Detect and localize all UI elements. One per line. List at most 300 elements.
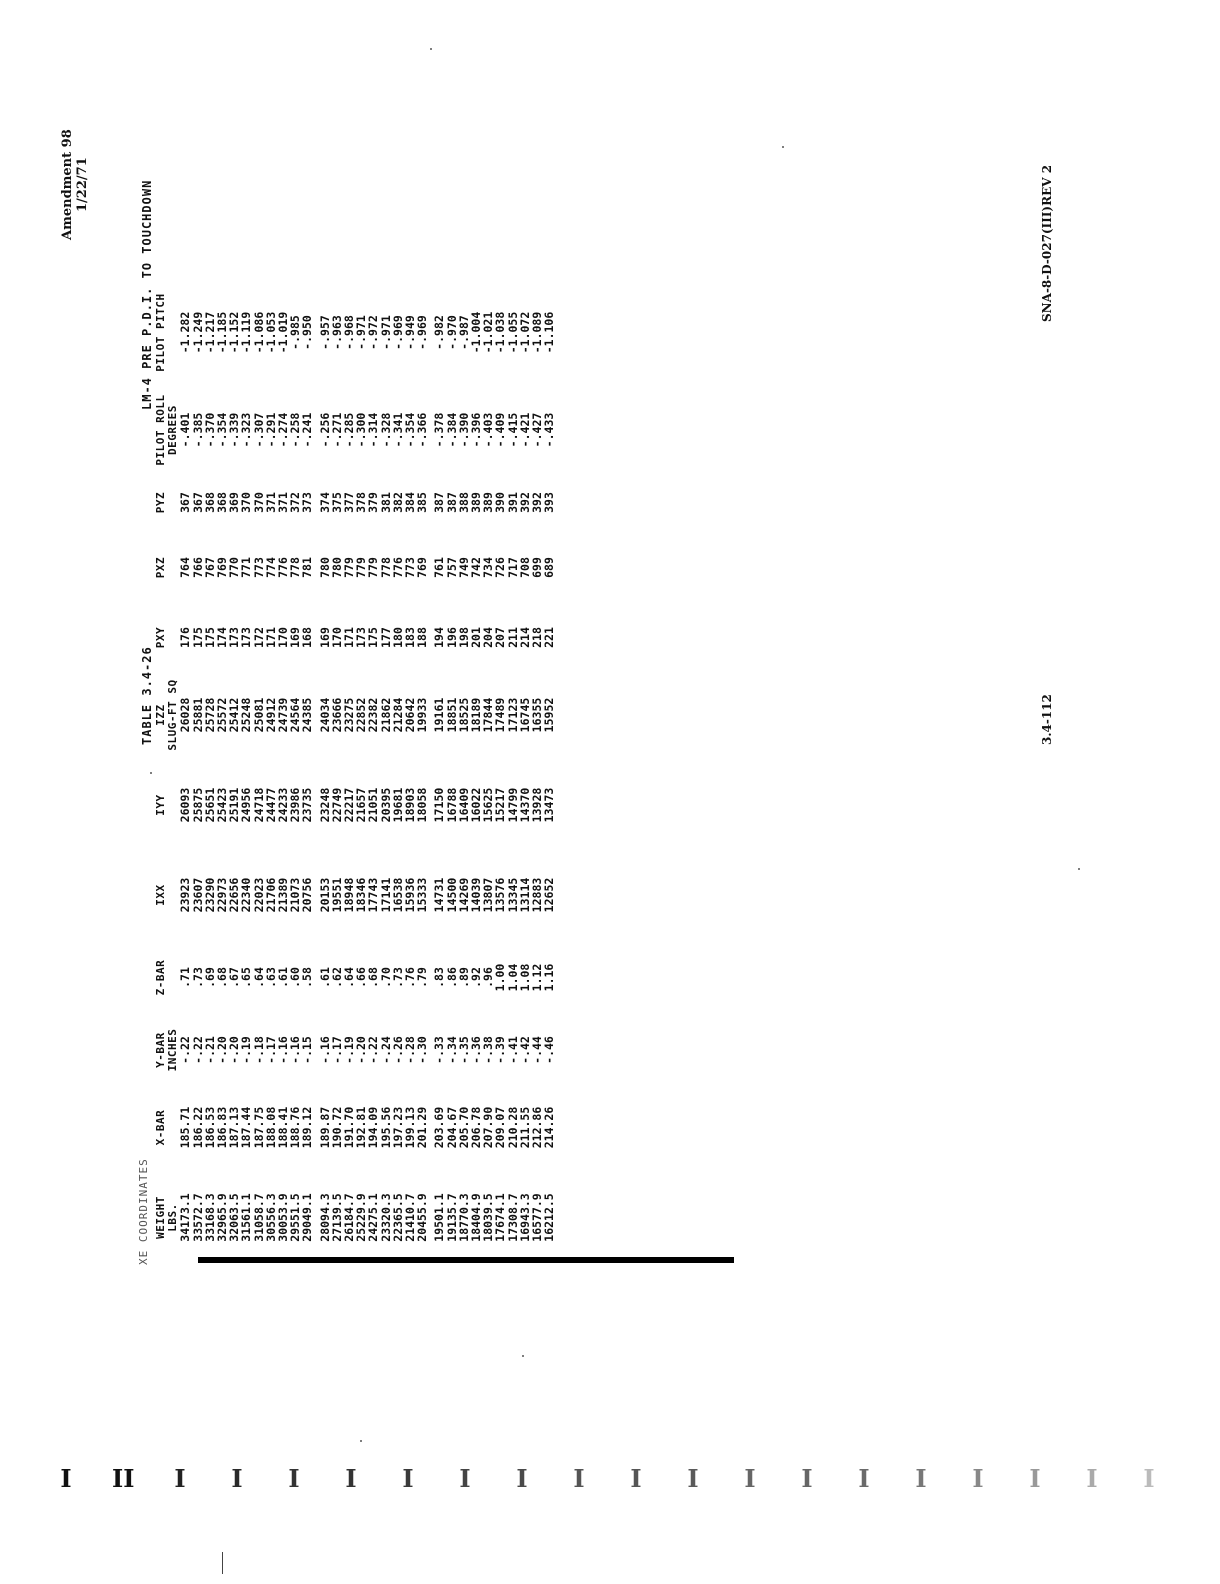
cell-pyz: 368 [202,492,217,513]
cell-pxy: 177 [378,627,393,648]
cell-iyy: 24718 [251,787,266,823]
cell-pilot-pitch: -.957 [317,315,332,350]
cell-pxy: 198 [456,627,471,648]
cell-x-bar: 186.22 [190,1106,205,1149]
cell-izz: 18851 [444,697,459,733]
page-number: 3.4-112 [1040,694,1054,745]
cell-ixx: 22656 [227,877,242,913]
cell-pilot-pitch: -.963 [329,315,344,350]
cell-pxy: 168 [300,627,315,648]
table-row [319,280,331,1265]
cell-x-bar: 206.78 [469,1106,484,1149]
cell-z-bar: .79 [415,967,430,988]
cell-pxy: 170 [276,627,291,648]
cell-pilot-pitch: -1.217 [202,311,217,354]
cell-izz: 18525 [456,697,471,733]
cell-ixx: 17141 [378,877,393,913]
cell-pilot-roll: -.415 [505,412,520,448]
cell-pxz: 734 [481,557,496,578]
cell-pxy: 173 [354,627,369,648]
index-tab: I [402,1464,414,1493]
cell-ixx: 23923 [178,877,193,913]
cell-x-bar: 205.70 [456,1106,471,1149]
cell-iyy: 16022 [469,787,484,823]
cell-pyz: 370 [239,492,254,513]
cell-pilot-roll: -.366 [415,412,430,448]
cell-pxy: 175 [190,627,205,648]
cell-ixx: 17743 [366,877,381,913]
cell-pxy: 175 [202,627,217,648]
cell-pxz: 769 [415,557,430,578]
cell-iyy: 23735 [300,787,315,823]
cell-izz: 16355 [530,697,545,733]
cell-pilot-pitch: -.985 [288,315,303,350]
cell-pxz: 726 [493,557,508,578]
cell-z-bar: .92 [469,967,484,988]
cell-pxz: 771 [239,557,254,578]
cell-pyz: 369 [227,492,242,513]
edge-tick-mark [222,1552,223,1574]
table-row [192,280,204,1265]
unit-weight: LBS. [166,1203,180,1232]
cell-z-bar: .66 [354,967,369,988]
cell-izz: 23666 [329,697,344,733]
index-tab: I [630,1464,642,1493]
cell-izz: 21284 [390,697,405,733]
index-tab: I [459,1464,471,1493]
cell-pilot-roll: -.378 [432,412,447,448]
cell-pilot-roll: -.385 [190,412,205,448]
speck [150,772,152,774]
cell-pyz: 371 [276,492,291,513]
col-pxy: PXY [154,626,167,649]
table-row [543,280,555,1265]
cell-pilot-pitch: -1.152 [227,311,242,354]
cell-ixx: 14731 [432,877,447,913]
cell-pyz: 379 [366,492,381,513]
cell-weight: 16943.3 [517,1193,532,1242]
cell-izz: 21862 [378,697,393,733]
cell-x-bar: 190.72 [329,1106,344,1149]
cell-pxz: 770 [227,557,242,578]
cell-pilot-roll: -.421 [517,412,532,448]
cell-ixx: 22023 [251,877,266,913]
cell-z-bar: .76 [403,967,418,988]
cell-x-bar: 188.76 [288,1106,303,1149]
cell-pxz: 717 [505,557,520,578]
cell-y-bar: -.36 [469,1036,484,1064]
cell-izz: 24912 [263,697,278,733]
table-condition: LM-4 PRE P.D.I. TO TOUCHDOWN [140,179,154,410]
cell-izz: 23275 [342,697,357,733]
cell-pyz: 371 [263,492,278,513]
col-ixx: IXX [154,884,167,906]
cell-weight: 23320.3 [378,1193,393,1242]
cell-pilot-roll: -.241 [300,412,315,448]
cell-iyy: 26093 [178,787,193,823]
cell-y-bar: -.17 [329,1036,344,1064]
cell-pxz: 769 [215,557,230,578]
cell-pilot-pitch: -1.053 [263,311,278,354]
cell-pilot-pitch: -1.282 [178,311,193,354]
cell-iyy: 25423 [215,787,230,823]
index-tab-strip [0,1463,1220,1513]
cell-pxz: 767 [202,557,217,578]
index-tab: I [744,1464,756,1493]
cell-pxz: 778 [378,557,393,578]
cell-pilot-pitch: -1.119 [239,311,254,354]
cell-x-bar: 204.67 [444,1106,459,1149]
cell-pxz: 778 [288,557,303,578]
cell-x-bar: 214.26 [542,1106,557,1149]
cell-pilot-pitch: -.987 [456,315,471,350]
cell-z-bar: .69 [202,967,217,988]
cell-pilot-roll: -.341 [390,412,405,448]
cell-ixx: 21389 [276,877,291,913]
cell-y-bar: -.35 [456,1036,471,1064]
document-id: SNA-8-D-027(III)REV 2 [1040,164,1054,322]
cell-x-bar: 187.13 [227,1106,242,1149]
cell-weight: 17674.1 [493,1193,508,1242]
cell-y-bar: -.44 [530,1036,545,1064]
cell-pilot-pitch: -.969 [415,315,430,350]
amendment-header [60,129,90,240]
cell-izz: 20642 [403,697,418,733]
cell-weight: 34173.1 [178,1193,193,1242]
cell-pilot-pitch: -1.249 [190,311,205,354]
cell-izz: 24564 [288,697,303,733]
revision-change-bar [198,1257,734,1263]
cell-izz: 24385 [300,697,315,733]
cell-x-bar: 189.87 [317,1106,332,1149]
cell-pyz: 374 [317,492,332,513]
cell-izz: 25881 [190,697,205,733]
cell-pxz: 773 [403,557,418,578]
table-title: TABLE 3.4-26 [140,646,154,745]
cell-weight: 18770.3 [456,1193,471,1242]
cell-iyy: 20395 [378,787,393,823]
cell-z-bar: .60 [288,967,303,988]
cell-pilot-roll: -.339 [227,412,242,448]
cell-pxy: 171 [342,627,357,648]
cell-ixx: 12883 [530,877,545,913]
cell-ixx: 22340 [239,877,254,913]
cell-pilot-pitch: -1.021 [481,311,496,354]
cell-pxz: 761 [432,557,447,578]
speck [360,1440,362,1442]
cell-z-bar: .68 [215,967,230,988]
cell-ixx: 18948 [342,877,357,913]
cell-x-bar: 187.44 [239,1106,254,1149]
cell-pilot-roll: -.323 [239,412,254,448]
cell-izz: 15952 [542,697,557,733]
cell-iyy: 18058 [415,787,430,823]
cell-weight: 29551.5 [288,1193,303,1242]
cell-x-bar: 186.53 [202,1106,217,1149]
cell-iyy: 25651 [202,787,217,823]
cell-pyz: 390 [493,492,508,513]
cell-pilot-roll: -.409 [493,412,508,448]
cell-weight: 26184.7 [342,1193,357,1242]
cell-iyy: 22749 [329,787,344,823]
cell-pyz: 368 [215,492,230,513]
cell-z-bar: .64 [251,967,266,988]
cell-iyy: 22217 [342,787,357,823]
table-row [433,280,445,1265]
cell-pxy: 172 [251,627,266,648]
table-subtitle: XE COORDINATES [137,1158,150,1265]
unit-inertia: SLUG-FT SQ [166,679,180,751]
cell-ixx: 23290 [202,877,217,913]
cell-izz: 17489 [493,697,508,733]
cell-z-bar: .64 [342,967,357,988]
cell-weight: 33168.3 [202,1193,217,1242]
cell-pyz: 372 [288,492,303,513]
cell-y-bar: -.30 [415,1036,430,1064]
index-tab: I [231,1464,243,1493]
cell-y-bar: -.38 [481,1036,496,1064]
index-tab: I [858,1464,870,1493]
cell-izz: 19933 [415,697,430,733]
cell-y-bar: -.15 [300,1036,315,1064]
cell-y-bar: -.22 [366,1036,381,1064]
cell-pyz: 381 [378,492,393,513]
cell-pilot-roll: -.307 [251,412,266,448]
cell-y-bar: -.22 [190,1036,205,1064]
cell-ixx: 22973 [215,877,230,913]
table-body [179,280,555,1265]
cell-pilot-pitch: -1.055 [505,311,520,354]
cell-iyy: 21657 [354,787,369,823]
cell-pilot-pitch: -1.038 [493,311,508,354]
cell-pxz: 764 [178,557,193,578]
cell-pilot-pitch: -.972 [366,315,381,350]
cell-pyz: 375 [329,492,344,513]
index-tab: I [801,1464,813,1493]
cell-weight: 20455.9 [415,1193,430,1242]
cell-weight: 32063.5 [227,1193,242,1242]
cell-weight: 22365.5 [390,1193,405,1242]
cell-x-bar: 192.81 [354,1106,369,1149]
cell-z-bar: .58 [300,967,315,988]
cell-weight: 21410.7 [403,1193,418,1242]
cell-y-bar: -.16 [276,1036,291,1064]
speck [430,48,432,50]
unit-angles: DEGREES [166,405,180,455]
cell-pilot-pitch: -1.086 [251,311,266,354]
index-tab: I [573,1464,585,1493]
cell-iyy: 24233 [276,787,291,823]
cell-izz: 26028 [178,697,193,733]
cell-pxy: 204 [481,627,496,648]
cell-z-bar: .61 [317,967,332,988]
cell-weight: 27139.5 [329,1193,344,1242]
index-tab: I [1086,1464,1098,1493]
cell-ixx: 13345 [505,877,520,913]
cell-weight: 33572.7 [190,1193,205,1242]
cell-pyz: 377 [342,492,357,513]
cell-pilot-roll: -.285 [342,412,357,448]
cell-pxz: 776 [276,557,291,578]
cell-iyy: 25875 [190,787,205,823]
cell-pilot-pitch: -.949 [403,315,418,350]
cell-pxy: 175 [366,627,381,648]
index-tab: I [174,1464,186,1493]
col-izz: IZZ [154,704,167,726]
cell-izz: 25248 [239,697,254,733]
cell-iyy: 24477 [263,787,278,823]
cell-pyz: 388 [456,492,471,513]
cell-pilot-pitch: -1.019 [276,311,291,354]
cell-pxz: 781 [300,557,315,578]
cell-x-bar: 211.55 [517,1106,532,1149]
amendment-label: Amendment 98 [60,129,75,240]
cell-y-bar: -.22 [178,1036,193,1064]
cell-pilot-roll: -.370 [202,412,217,448]
cell-x-bar: 194.09 [366,1106,381,1149]
cell-pilot-pitch: -.970 [444,315,459,350]
col-x-bar: X-BAR [154,1109,167,1146]
cell-y-bar: -.17 [263,1036,278,1064]
cell-pilot-pitch: -1.089 [530,311,545,354]
cell-x-bar: 187.75 [251,1106,266,1149]
cell-ixx: 14269 [456,877,471,913]
cell-pxy: 180 [390,627,405,648]
cell-ixx: 14039 [469,877,484,913]
cell-x-bar: 197.23 [390,1106,405,1149]
cell-izz: 25412 [227,697,242,733]
cell-pyz: 373 [300,492,315,513]
cell-pxz: 779 [366,557,381,578]
cell-iyy: 23248 [317,787,332,823]
cell-izz: 18189 [469,697,484,733]
table-row [240,280,252,1265]
cell-pilot-roll: -.314 [366,412,381,448]
col-y-bar: Y-BAR [154,1032,167,1068]
cell-weight: 29049.1 [300,1193,315,1242]
cell-weight: 16212.5 [542,1193,557,1242]
cell-pilot-roll: -.433 [542,412,557,448]
cell-iyy: 16788 [444,787,459,823]
cell-y-bar: -.20 [354,1036,369,1064]
cell-pilot-roll: -.396 [469,412,484,448]
cell-pilot-pitch: -1.185 [215,311,230,354]
cell-z-bar: .83 [432,967,447,988]
cell-z-bar: .86 [444,967,459,988]
cell-pxy: 174 [215,627,230,648]
cell-pyz: 391 [505,492,520,513]
cell-z-bar: .71 [178,967,193,988]
cell-pilot-roll: -.390 [456,412,471,448]
cell-iyy: 13928 [530,787,545,823]
cell-ixx: 20153 [317,877,332,913]
cell-weight: 18039.5 [481,1193,496,1242]
table-row [416,280,428,1265]
index-tab: I [972,1464,984,1493]
cell-ixx: 13576 [493,877,508,913]
cell-izz: 24739 [276,697,291,733]
cell-pilot-roll: -.427 [530,412,545,448]
cell-weight: 31561.1 [239,1193,254,1242]
cell-y-bar: -.28 [403,1036,418,1064]
cell-ixx: 13114 [517,877,532,913]
cell-ixx: 15936 [403,877,418,913]
cell-z-bar: .67 [227,967,242,988]
cell-pyz: 392 [530,492,545,513]
cell-pilot-roll: -.256 [317,412,332,448]
cell-izz: 17844 [481,697,496,733]
cell-pilot-roll: -.274 [276,412,291,448]
cell-pyz: 385 [415,492,430,513]
cell-z-bar: .61 [276,967,291,988]
cell-x-bar: 201.29 [415,1106,430,1149]
cell-z-bar: .63 [263,967,278,988]
cell-pyz: 387 [432,492,447,513]
cell-ixx: 15333 [415,877,430,913]
cell-iyy: 16409 [456,787,471,823]
cell-y-bar: -.19 [239,1036,254,1064]
cell-weight: 30053.9 [276,1193,291,1242]
index-tab: I [345,1464,357,1493]
cell-pilot-roll: -.258 [288,412,303,448]
cell-ixx: 20756 [300,877,315,913]
table-row [179,280,191,1265]
table-row [494,280,506,1265]
cell-y-bar: -.21 [202,1036,217,1064]
cell-z-bar: .62 [329,967,344,988]
cell-y-bar: -.41 [505,1036,520,1064]
table-row [367,280,379,1265]
cell-z-bar: .96 [481,967,496,988]
cell-pilot-roll: -.291 [263,412,278,448]
cell-pxz: 699 [530,557,545,578]
cell-pyz: 367 [178,492,193,513]
cell-pxy: 207 [493,627,508,648]
cell-pilot-pitch: -1.004 [469,311,484,354]
cell-pilot-pitch: -1.072 [517,311,532,354]
cell-pxy: 201 [469,627,484,648]
cell-pxy: 194 [432,627,447,648]
index-tab: I [1029,1464,1041,1493]
cell-iyy: 19681 [390,787,405,823]
cell-pxz: 780 [317,557,332,578]
cell-x-bar: 191.70 [342,1106,357,1149]
cell-weight: 28094.3 [317,1193,332,1242]
cell-y-bar: -.39 [493,1036,508,1064]
cell-iyy: 15625 [481,787,496,823]
cell-x-bar: 207.90 [481,1106,496,1149]
cell-izz: 25572 [215,697,230,733]
cell-iyy: 21051 [366,787,381,823]
cell-pyz: 367 [190,492,205,513]
col-pxz: PXZ [154,556,167,579]
cell-x-bar: 210.28 [505,1106,520,1149]
cell-iyy: 14799 [505,787,520,823]
speck [782,146,784,148]
cell-y-bar: -.33 [432,1036,447,1064]
col-iyy: IYY [154,794,167,816]
index-tab: I [1143,1464,1155,1493]
col-pyz: PYZ [154,491,167,514]
cell-y-bar: -.18 [251,1036,266,1064]
cell-y-bar: -.24 [378,1036,393,1064]
cell-pxz: 773 [251,557,266,578]
cell-pilot-pitch: -.982 [432,315,447,350]
cell-pxz: 689 [542,557,557,578]
cell-pilot-roll: -.300 [354,412,369,448]
cell-pilot-pitch: -.971 [354,315,369,350]
cell-weight: 17308.7 [505,1193,520,1242]
